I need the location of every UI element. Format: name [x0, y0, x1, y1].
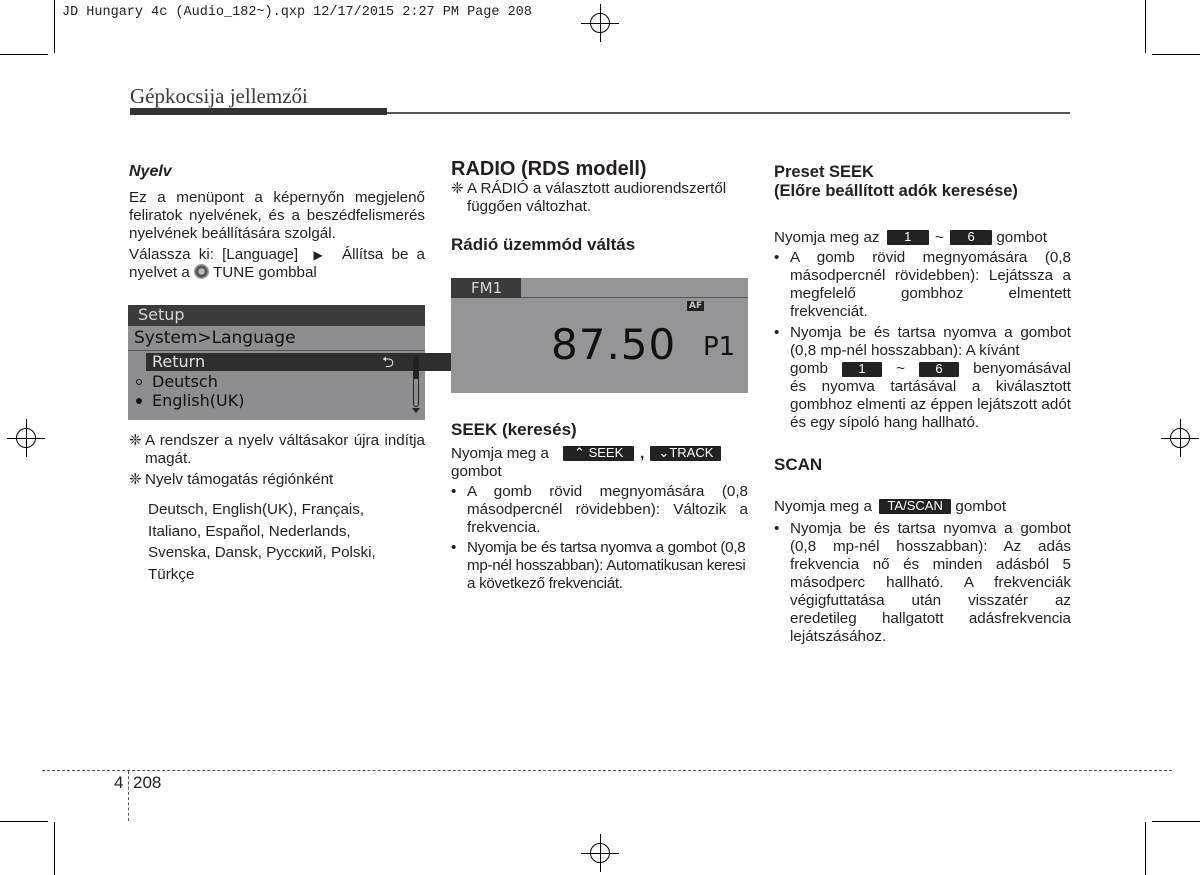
language-option-deutsch[interactable]: Deutsch [152, 372, 218, 391]
preset-long-text-a: Nyomja be és tartsa nyomva a gombot (0,8 mp-nél hosszabban): A kívánt [790, 324, 1071, 359]
note-support [129, 471, 425, 489]
radio-screen [451, 278, 748, 393]
scroll-down-icon [412, 408, 420, 413]
scan-bullet [774, 520, 1071, 646]
bullet-icon: • [774, 324, 780, 341]
seek-bullet-short [451, 483, 748, 537]
radio-heading: RADIO (RDS modell) [451, 158, 647, 180]
column-radio [451, 160, 748, 254]
preset-instruction [774, 229, 1071, 247]
scan-heading: SCAN [774, 455, 823, 474]
instruction-text-c: TUNE gombbal [212, 264, 317, 281]
tilde: ~ [934, 229, 944, 246]
preset-bullet-short-text: A gomb rövid megnyomására (0,8 másodpercnél rövidebben): Lejátssza a megfelelő gombhoz elmentett frekvenciát. [790, 249, 1071, 320]
af-badge: AF [689, 301, 703, 311]
note-mark-icon: ❈ [451, 180, 464, 197]
language-notes [129, 432, 425, 585]
registration-mark-top [587, 10, 613, 36]
radio-unselected-icon [136, 379, 142, 385]
scan-bullet-text: Nyomja be és tartsa nyomva a gombot (0,8 mp-nél hosszabban): Az adás frekvencia nő és minden adásból 5 másodperc hallható. A frekvenciák végigfuttatása után visszatér az eredetileg hallgatott adásfrekvencia lejátszásához. [790, 520, 1071, 645]
language-option-english[interactable]: English(UK) [152, 391, 245, 410]
band-label: FM1 [471, 279, 503, 297]
preset-display: P1 [703, 332, 736, 362]
column-preset [774, 163, 1071, 646]
registration-mark-left [13, 425, 39, 451]
footer-page-number: 208 [133, 773, 162, 792]
seek-heading: SEEK (keresés) [451, 420, 577, 439]
tilde: ~ [896, 360, 905, 377]
bullet-icon: • [451, 539, 457, 556]
preset-6-button-inline[interactable]: 6 [919, 362, 959, 377]
seek-bullet-short-text: A gomb rövid megnyomására (0,8 másodpercnél rövidebben): Változik a frekvencia. [467, 483, 748, 536]
header-rule-accent [130, 108, 387, 115]
screen-path: System>Language [134, 328, 296, 348]
note-restart-text: A rendszer a nyelv váltásakor újra indítja magát. [145, 432, 425, 467]
scan-gombot: gombot [955, 498, 1007, 515]
instruction-text-b: Állítsa be a nyelvet a [129, 246, 425, 281]
tune-knob-icon [194, 264, 209, 279]
preset-bullet-long [774, 324, 1071, 432]
bullet-icon: • [774, 520, 780, 537]
return-item[interactable]: Return [152, 352, 206, 371]
track-button[interactable] [650, 446, 721, 461]
preset-bullet-short [774, 249, 1071, 321]
language-instruction [129, 246, 425, 282]
preset-press-text: Nyomja meg az [774, 229, 880, 246]
screen-top-line [521, 297, 748, 298]
language-heading: Nyelv [129, 163, 172, 180]
page-title: Gépkocsija jellemzői [130, 84, 308, 108]
radio-selected-icon [136, 398, 142, 404]
preset-subheading: (Előre beállított adók keresése) [774, 182, 1018, 200]
preset-long-gomb: gomb [790, 360, 828, 377]
bullet-icon: • [774, 249, 780, 266]
radio-note [451, 180, 748, 216]
bullet-icon: • [451, 483, 457, 500]
registration-mark-bottom [587, 840, 613, 866]
preset-1-button[interactable]: 1 [887, 230, 929, 245]
footer-section-number: 4 [114, 773, 124, 792]
comma: , [640, 445, 645, 462]
column-language [129, 163, 425, 282]
prepress-slug: JD Hungary 4c (Audio_182~).qxp 12/17/2015 2:27 PM Page 208 [62, 5, 532, 20]
seek-gombot: gombot [451, 463, 502, 480]
seek-press-text: Nyomja meg a [451, 445, 549, 462]
radio-note-text: A RÁDIÓ a választott audiorendszertől függően változhat. [467, 180, 727, 215]
note-restart [129, 432, 425, 468]
seek-button[interactable] [563, 446, 634, 461]
preset-1-button-inline[interactable]: 1 [842, 362, 882, 377]
note-support-text: Nyelv támogatás régiónként [145, 471, 334, 488]
footer-dashed-rule [42, 770, 1172, 771]
scan-instruction [774, 498, 1071, 516]
seek-button-label: SEEK [588, 445, 624, 461]
track-button-label: TRACK [669, 445, 714, 461]
footer-dashed-divider [128, 771, 129, 821]
preset-long-hold: benyomásával [973, 360, 1071, 377]
preset-gombot: gombot [996, 229, 1047, 246]
language-intro: Ez a menüpont a képernyőn megjelenő feliratok nyelvének, és a beszédfelismerés nyelvének beállítására szolgál. [129, 189, 425, 242]
scrollbar-thumb[interactable] [414, 357, 418, 379]
note-mark-icon: ❈ [129, 432, 142, 449]
preset-heading: Preset SEEK [774, 163, 874, 181]
note-mark-icon: ❈ [129, 471, 142, 488]
arrow-right-icon: ▶ [306, 248, 334, 262]
instruction-text-a: Válassza ki: [Language] [129, 246, 299, 263]
seek-bullet-long [451, 539, 748, 593]
return-arrow-icon: ⮌ [382, 353, 395, 371]
scan-press-text: Nyomja meg a [774, 498, 872, 515]
screen-title: Setup [138, 305, 185, 324]
seek-bullet-long-text: Nyomja be és tartsa nyomva a gombot (0,8 mp-nél hosszabban): Automatikusan keresi a következő frekvenciát. [467, 539, 746, 592]
chevron-down-icon: ⌄ [658, 445, 670, 461]
chevron-up-icon: ⌃ [574, 445, 585, 461]
screen-divider [128, 350, 425, 351]
tascan-button[interactable]: TA/SCAN [879, 499, 951, 514]
seek-instruction [451, 445, 748, 463]
registration-mark-right [1167, 425, 1193, 451]
supported-languages: Deutsch, English(UK), Français, Italiano, Español, Nederlands, Svenska, Dansk, Русский, Polski, Türkçe [148, 501, 376, 583]
seek-section [451, 421, 748, 593]
preset-long-buttons-line [790, 360, 1071, 378]
mode-change-heading: Rádió üzemmód váltás [451, 235, 636, 254]
preset-6-button[interactable]: 6 [950, 230, 992, 245]
language-setup-screen [128, 305, 425, 420]
preset-long-text-b: és nyomva tartásával a kiválasztott gombhoz elmenti az éppen lejátszott adót és egy sípoló hang hallható. [790, 378, 1071, 431]
frequency-display: 87.50 [551, 320, 677, 369]
